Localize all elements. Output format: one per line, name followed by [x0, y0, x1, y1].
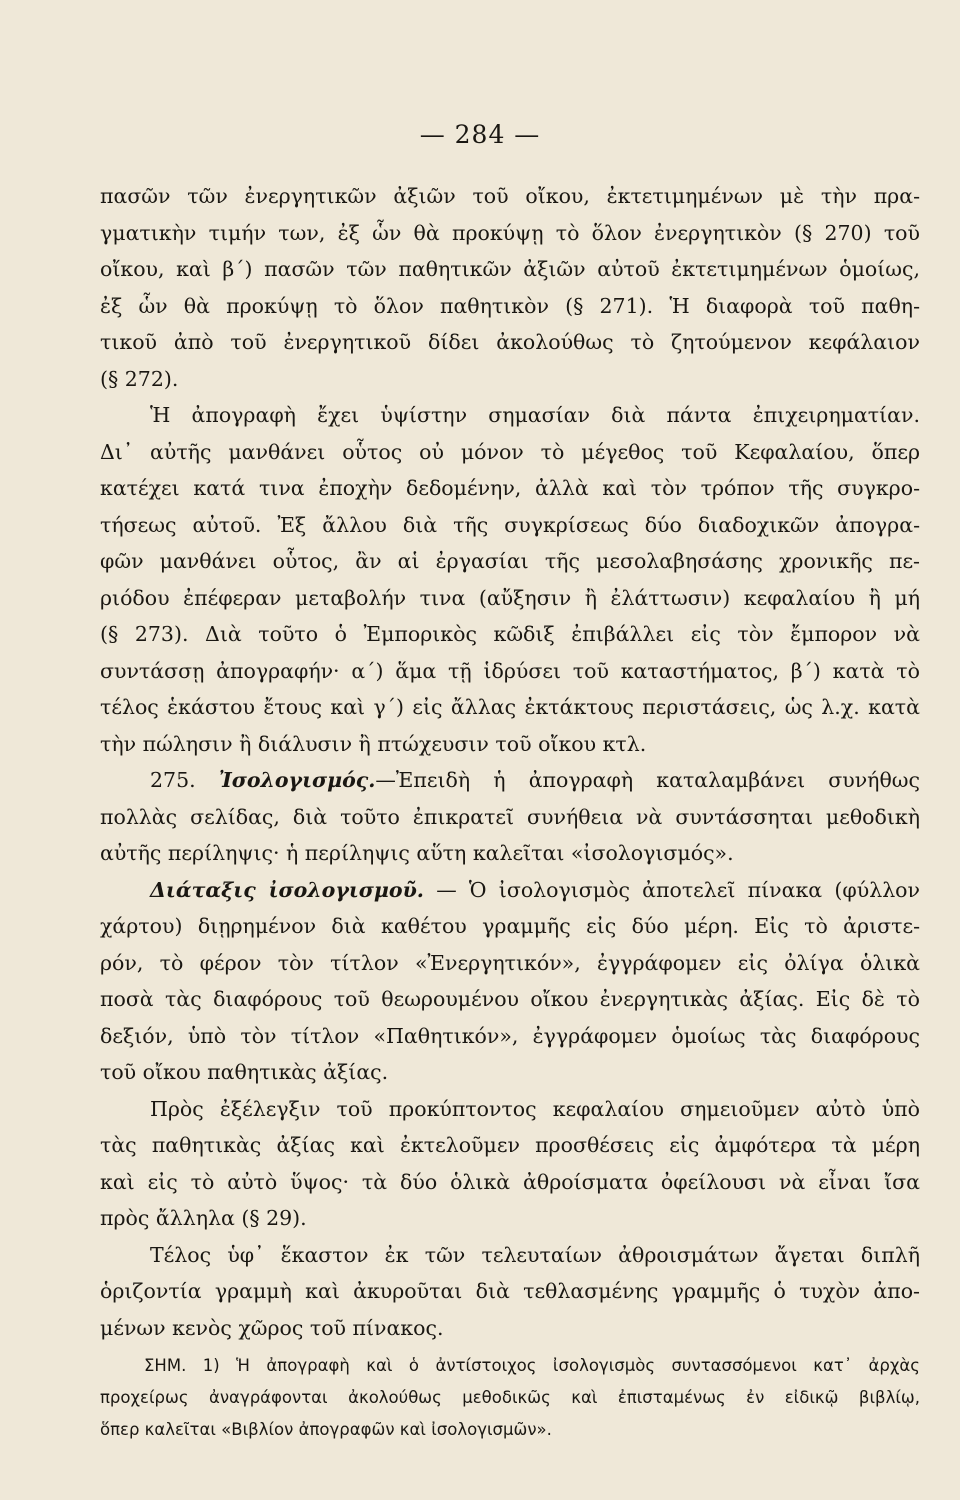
section-balance-sheet-layout [100, 872, 920, 1091]
text-line: τοῦ οἴκου παθητικὰς ἀξίας. [100, 1060, 389, 1084]
text-line: τικοῦ ἀπὸ τοῦ ἐνεργητικοῦ δίδει ἀκολούθως τὸ ζητούμενον κεφάλαιον [100, 330, 920, 354]
text-line: πολλὰς σελίδας, διὰ τοῦτο ἐπικρατεῖ συνήθεια νὰ συντάσσηται μεθοδικὴ [100, 804, 920, 829]
footnote-line: ὅπερ καλεῖται «Βιβλίον ἀπογραφῶν καὶ ἰσολογισμῶν». [100, 1420, 552, 1439]
text-line: τὰς παθητικὰς ἀξίας καὶ ἐκτελοῦμεν προσθέσεις εἰς ἀμφότερα τὰ μέρη [100, 1133, 920, 1157]
text-line: πρὸς ἄλληλα (§ 29). [100, 1206, 307, 1230]
text-line: μένων κενὸς χῶρος τοῦ πίνακος. [100, 1315, 444, 1340]
text-line: Πρὸς ἐξέλεγξιν τοῦ προκύπτοντος κεφαλαίου σημειοῦμεν αὐτὸ ὑπὸ [150, 1096, 920, 1121]
section-275 [100, 762, 920, 872]
section-first-line-text: —Ἐπειδὴ ἡ ἀπογραφὴ καταλαμβάνει συνήθως [375, 768, 920, 792]
subsection-first-line-text: — Ὁ ἰσολογισμὸς ἀποτελεῖ πίνακα (φύλλον [436, 877, 920, 902]
text-line: ὁριζοντία γραμμὴ καὶ ἀκυροῦται διὰ τεθλασμένης γραμμῆς ὁ τυχὸν ἀπο- [100, 1279, 920, 1303]
body-text [100, 178, 920, 1446]
footnote-line: ΣΗΜ. 1) Ἡ ἀπογραφὴ καὶ ὁ ἀντίστοιχος ἰσολογισμὸς συντασσόμενοι κατ᾽ ἀρχὰς [144, 1356, 920, 1375]
text-line: καὶ εἰς τὸ αὐτὸ ὕψος· τὰ δύο ὁλικὰ ἀθροίσματα ὀφείλουσι νὰ εἶναι ἴσα [100, 1169, 920, 1194]
section-number: 275. [150, 768, 196, 792]
paragraph-verification [100, 1091, 920, 1237]
text-line: οἴκου, καὶ β΄) πασῶν τῶν παθητικῶν ἀξιῶν αὐτοῦ ἐκτετιμημένων ὁμοίως, [100, 257, 920, 281]
text-line: δεξιόν, ὑπὸ τὸν τίτλον «Παθητικόν», ἐγγράφομεν ὁμοίως τὰς διαφόρους [100, 1023, 920, 1048]
text-line: Τέλος ὑφ᾽ ἕκαστον ἐκ τῶν τελευταίων ἀθροισμάτων ἄγεται διπλῆ [150, 1242, 920, 1267]
text-line: (§ 273). Διὰ τοῦτο ὁ Ἐμπορικὸς κῶδιξ ἐπιβάλλει εἰς τὸν ἔμπορον νὰ [100, 622, 920, 646]
text-line: ριόδου ἐπέφεραν μεταβολήν τινα (αὔξησιν ἢ ἐλάττωσιν) κεφαλαίου ἢ μή [100, 585, 920, 610]
paragraph-inventory-continuation [100, 178, 920, 397]
page-number: — 284 — [419, 120, 541, 149]
subsection-first-line [100, 872, 920, 909]
text-line: πασῶν τῶν ἐνεργητικῶν ἀξιῶν τοῦ οἴκου, ἐκτετιμημένων μὲ τὴν πρα- [100, 184, 920, 208]
text-line: Δι᾽ αὐτῆς μανθάνει οὗτος οὐ μόνον τὸ μέγεθος τοῦ Κεφαλαίου, ὅπερ [100, 439, 920, 464]
text-line: τέλος ἑκάστου ἔτους καὶ γ΄) εἰς ἄλλας ἐκτάκτους περιστάσεις, ὡς λ.χ. κατὰ [100, 695, 920, 719]
text-line: Ἡ ἀπογραφὴ ἔχει ὑψίστην σημασίαν διὰ πάντα ἐπιχειρηματίαν. [150, 403, 920, 427]
text-line: συντάσσῃ ἀπογραφήν· α΄) ἅμα τῇ ἱδρύσει τοῦ καταστήματος, β΄) κατὰ τὸ [100, 658, 920, 683]
footnote [100, 1350, 920, 1446]
subsection-heading: Διάταξις ἰσολογισμοῦ. [150, 877, 424, 902]
paragraph-closing [100, 1237, 920, 1347]
text-line: αὐτῆς περίληψις· ἡ περίληψις αὕτη καλεῖται «ἰσολογισμός». [100, 841, 734, 865]
text-line: ρόν, τὸ φέρον τὸν τίτλον «Ἐνεργητικόν», ἐγγράφομεν εἰς ὀλίγα ὁλικὰ [100, 950, 920, 975]
text-line: τὴν πώλησιν ἢ διάλυσιν ἢ πτώχευσιν τοῦ οἴκου κτλ. [100, 731, 647, 756]
paragraph-inventory-importance [100, 397, 920, 762]
text-line: φῶν μανθάνει οὗτος, ἂν αἱ ἐργασίαι τῆς μεσολαβησάσης χρονικῆς πε- [100, 549, 920, 573]
text-line: τήσεως αὐτοῦ. Ἐξ ἄλλου διὰ τῆς συγκρίσεως δύο διαδοχικῶν ἀπογρα- [100, 512, 920, 537]
footnote-line: προχείρως ἀναγράφονται ἀκολούθως μεθοδικῶς καὶ ἐπισταμένως ἐν εἰδικῷ βιβλίῳ, [100, 1388, 920, 1407]
section-heading: Ἰσολογισμός. [218, 768, 376, 792]
text-line: κατέχει κατά τινα ἐποχὴν δεδομένην, ἀλλὰ καὶ τὸν τρόπον τῆς συγκρο- [100, 476, 920, 500]
text-line: ἐξ ὧν θὰ προκύψῃ τὸ ὅλον παθητικὸν (§ 271). Ἡ διαφορὰ τοῦ παθη- [100, 293, 920, 318]
section-first-line [100, 762, 920, 799]
text-line: ποσὰ τὰς διαφόρους τοῦ θεωρουμένου οἴκου ἐνεργητικὰς ἀξίας. Εἰς δὲ τὸ [100, 987, 920, 1011]
text-line: (§ 272). [100, 366, 179, 391]
text-line: χάρτου) διῃρημένον διὰ καθέτου γραμμῆς εἰς δύο μέρη. Εἰς τὸ ἀριστε- [100, 914, 920, 938]
text-line: γματικὴν τιμήν των, ἐξ ὧν θὰ προκύψῃ τὸ ὅλον ἐνεργητικὸν (§ 270) τοῦ [100, 220, 920, 245]
